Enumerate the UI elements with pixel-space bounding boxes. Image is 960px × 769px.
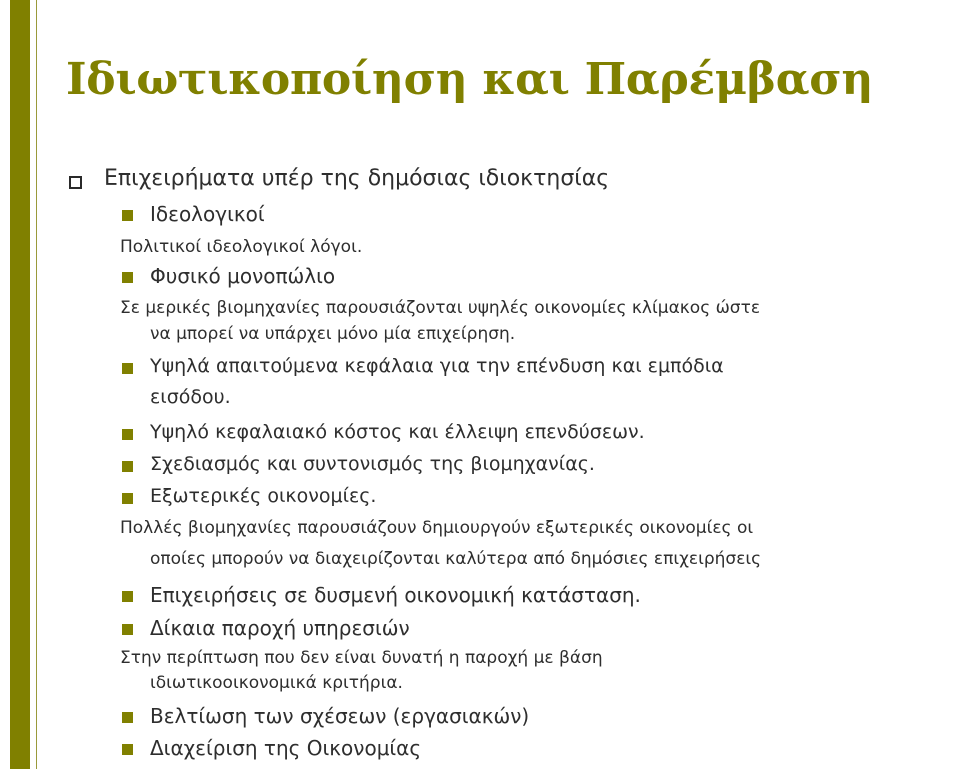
bullet-capital-cost: Υψηλό κεφαλαιακό κόστος και έλλειψη επενδύσεων. (150, 421, 645, 443)
square-bullet-icon (122, 744, 133, 755)
square-bullet-icon (122, 429, 133, 440)
hollow-square-bullet-icon (69, 176, 82, 189)
note-fair-provision: Στην περίπτωση που δεν είναι δυνατή η παροχή με βάση (120, 648, 603, 668)
bullet-high-capital: Υψηλά απαιτούμενα κεφάλαια για την επένδυση και εμπόδια (150, 355, 724, 377)
bullet-high-capital-cont: εισόδου. (150, 386, 231, 408)
square-bullet-icon (122, 272, 133, 283)
square-bullet-icon (122, 363, 133, 374)
bullet-externalities: Εξωτερικές οικονομίες. (150, 485, 377, 507)
square-bullet-icon (122, 493, 133, 504)
slide-title: Ιδιωτικοποίηση και Παρέμβαση (66, 54, 874, 105)
decorative-side-line (36, 0, 37, 769)
note-externalities-cont: οποίες μπορούν να διαχειρίζονται καλύτερα από δημόσιες επιχειρήσεις (150, 549, 762, 569)
note-fair-provision-cont: ιδιωτικοοικονομικά κριτήρια. (150, 673, 403, 693)
square-bullet-icon (122, 624, 133, 635)
bullet-planning: Σχεδιασμός και συντονισμός της βιομηχανίας. (150, 453, 595, 475)
note-ideological: Πολιτικοί ιδεολογικοί λόγοι. (120, 237, 363, 257)
bullet-labor-relations: Βελτίωση των σχέσεων (εργασιακών) (150, 704, 530, 728)
bullet-distressed-firms: Επιχειρήσεις σε δυσμενή οικονομική κατάσταση. (150, 583, 641, 607)
bullet-ideological: Ιδεολογικοί (150, 202, 265, 226)
note-natural-monopoly: Σε μερικές βιομηχανίες παρουσιάζονται υψηλές οικονομίες κλίμακος ώστε (120, 298, 761, 318)
bullet-main-argument: Επιχειρήματα υπέρ της δημόσιας ιδιοκτησίας (104, 166, 610, 191)
bullet-fair-provision: Δίκαια παροχή υπηρεσιών (150, 616, 410, 640)
bullet-natural-monopoly: Φυσικό μονοπώλιο (150, 264, 336, 288)
decorative-side-bar (10, 0, 30, 769)
note-natural-monopoly-cont: να μπορεί να υπάρχει μόνο μία επιχείρηση. (150, 324, 516, 344)
square-bullet-icon (122, 210, 133, 221)
bullet-economy-management: Διαχείριση της Οικονομίας (150, 736, 422, 760)
square-bullet-icon (122, 712, 133, 723)
square-bullet-icon (122, 591, 133, 602)
note-externalities: Πολλές βιομηχανίες παρουσιάζουν δημιουργούν εξωτερικές οικονομίες οι (120, 518, 754, 538)
square-bullet-icon (122, 461, 133, 472)
